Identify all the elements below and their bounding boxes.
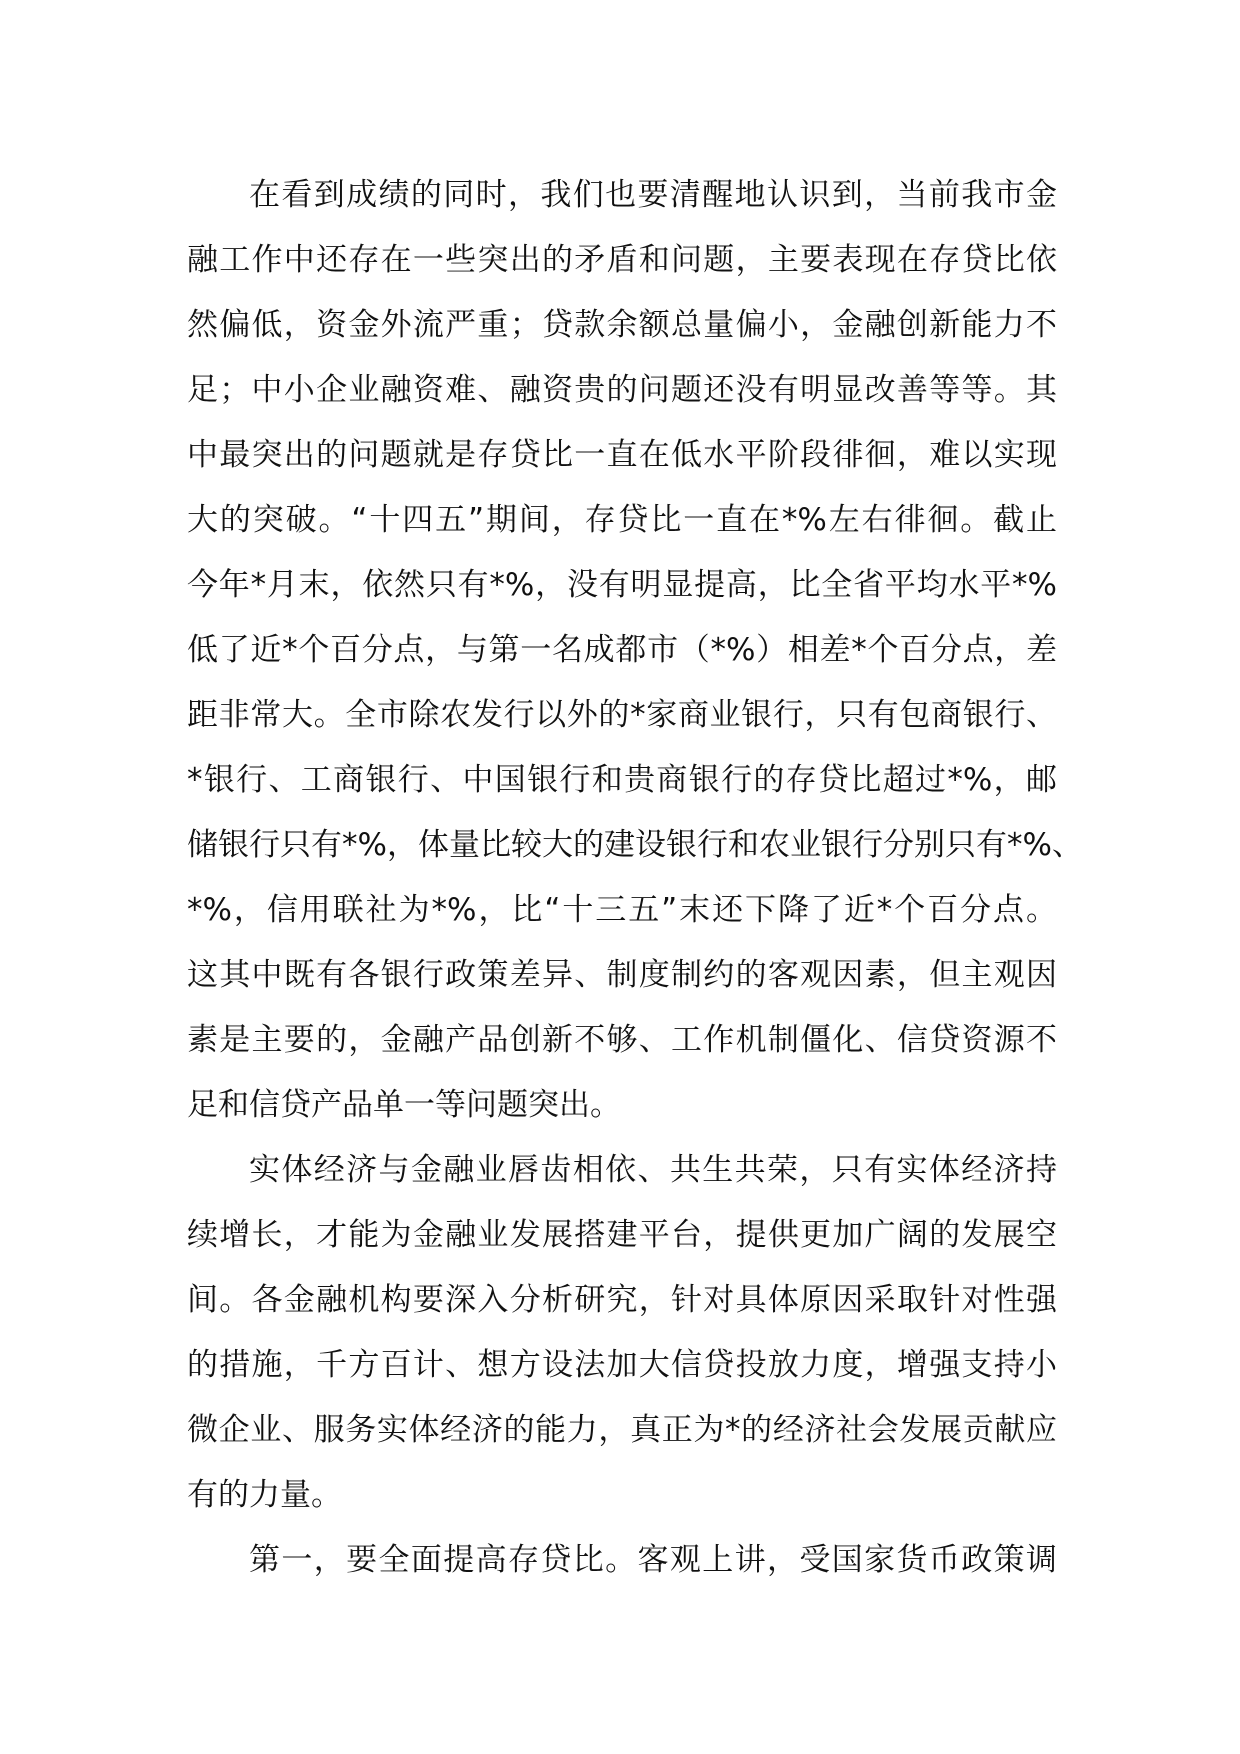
paragraph-3: [187, 1528, 1057, 1593]
text-line: 低了近*个百分点，与第一名成都市（*%）相差*个百分点，差: [187, 632, 1057, 668]
text-line: 续增长，才能为金融业发展搭建平台，提供更加广阔的发展空: [187, 1217, 1057, 1253]
text-line: 这其中既有各银行政策差异、制度制约的客观因素，但主观因: [187, 957, 1057, 993]
text-line: 微企业、服务实体经济的能力，真正为*的经济社会发展贡献应: [187, 1412, 1057, 1448]
text-line: 第一，要全面提高存贷比。客观上讲，受国家货币政策调: [249, 1542, 1057, 1578]
text-line: 融工作中还存在一些突出的矛盾和问题，主要表现在存贷比依: [187, 242, 1057, 278]
text-line: 足和信贷产品单一等问题突出。: [187, 1087, 621, 1123]
text-line: 实体经济与金融业唇齿相依、共生共荣，只有实体经济持: [249, 1152, 1057, 1188]
text-line: 中最突出的问题就是存贷比一直在低水平阶段徘徊，难以实现: [187, 437, 1057, 473]
text-line: 在看到成绩的同时，我们也要清醒地认识到，当前我市金: [249, 177, 1057, 213]
text-line: *%，信用联社为*%，比“十三五”末还下降了近*个百分点。: [187, 892, 1057, 928]
paragraph-2: [187, 1138, 1057, 1528]
text-line: 足；中小企业融资难、融资贵的问题还没有明显改善等等。其: [187, 372, 1057, 408]
text-line: 今年*月末，依然只有*%，没有明显提高，比全省平均水平*%: [187, 567, 1057, 603]
text-line: 素是主要的，金融产品创新不够、工作机制僵化、信贷资源不: [187, 1022, 1057, 1058]
text-line: 大的突破。“十四五”期间，存贷比一直在*%左右徘徊。截止: [187, 502, 1057, 538]
document-body: [187, 163, 1083, 1593]
text-line: 的措施，千方百计、想方设法加大信贷投放力度，增强支持小: [187, 1347, 1057, 1383]
text-line: 有的力量。: [187, 1477, 342, 1513]
text-line: 距非常大。全市除农发行以外的*家商业银行，只有包商银行、: [187, 697, 1057, 733]
text-line: *银行、工商银行、中国银行和贵商银行的存贷比超过*%，邮: [187, 762, 1057, 798]
paragraph-1: [187, 163, 1083, 1138]
text-line: 间。各金融机构要深入分析研究，针对具体原因采取针对性强: [187, 1282, 1057, 1318]
text-line: 然偏低，资金外流严重；贷款余额总量偏小，金融创新能力不: [187, 307, 1057, 343]
text-line: 储银行只有*%，体量比较大的建设银行和农业银行分别只有*%、: [187, 827, 1083, 863]
